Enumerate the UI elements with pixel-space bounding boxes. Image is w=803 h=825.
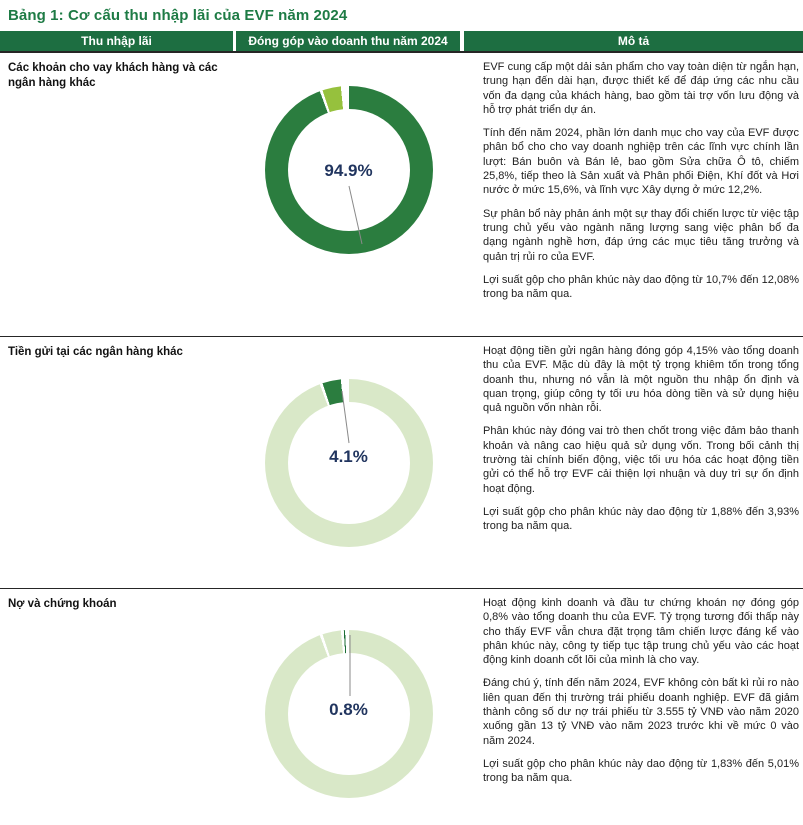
row-label-deposits: Tiền gửi tại các ngân hàng khác <box>8 346 183 358</box>
table-header-row <box>0 31 803 53</box>
table-row-securities <box>0 588 803 825</box>
chart-cell-securities <box>233 589 464 825</box>
donut-chart-deposits <box>265 379 433 547</box>
description-paragraph: Lợi suất gộp cho phân khúc này dao động từ 1,83% đến 5,01% trong ba năm qua. <box>483 757 799 785</box>
header-thu-nhap-lai: Thu nhập lãi <box>0 31 233 51</box>
table-row-loans <box>0 53 803 336</box>
description-paragraph: Lợi suất gộp cho phân khúc này dao động từ 10,7% đến 12,08% trong ba năm qua. <box>483 273 799 301</box>
row-label-securities: Nợ và chứng khoán <box>8 598 117 610</box>
header-dong-gop: Đóng góp vào doanh thu năm 2024 <box>233 31 464 51</box>
table-row-deposits <box>0 336 803 588</box>
header-mo-ta: Mô tả <box>464 31 803 51</box>
chart-cell-deposits <box>233 337 464 588</box>
page-title: Bảng 1: Cơ cấu thu nhập lãi của EVF năm 2024 <box>8 7 348 24</box>
donut-chart-loans <box>265 86 433 254</box>
description-cell-loans <box>464 53 803 336</box>
description-paragraph: Đáng chú ý, tính đến năm 2024, EVF không còn bất kì rủi ro nào liên quan đến thị trường trái phiếu doanh nghiệp. EVF đã giảm thành công số dư nợ trái phiếu từ 3.555 tỷ VNĐ vào năm 2020 xuống gần 13 tỷ VNĐ vào năm 2023 trước khi về mức 0 vào năm 2024. <box>483 677 799 747</box>
description-paragraph: Tính đến năm 2024, phần lớn danh mục cho vay của EVF được phân bổ cho cho vay doanh nghiệp trên các lĩnh vực chính lần lượt: Bán buôn và Bán lẻ, bao gồm Sửa chữa Ô tô, chiếm 25,8%, tiếp theo là Sản xuất và Phân phối Điện, Khí đốt và Hơi nước ở mức 15,6%, và lĩnh vực Xây dựng ở mức 12,2%. <box>483 127 799 197</box>
donut-chart-securities <box>265 630 433 798</box>
chart-cell-loans <box>233 53 464 336</box>
description-paragraph: Hoạt động tiền gửi ngân hàng đóng góp 4,15% vào tổng doanh thu của EVF. Mặc dù đây là một tỷ trọng khiêm tốn trong tổng doanh thu, nhưng nó vẫn là một nguồn thu nhập ổn định và quan trọng, giúp công ty tối ưu hóa dòng tiền và sử dụng hiệu quả nguồn vốn nhàn rỗi. <box>483 345 799 415</box>
description-paragraph: Hoạt động kinh doanh và đầu tư chứng khoán nợ đóng góp 0,8% vào tổng doanh thu của EVF. Tỷ trọng tương đối thấp này cho thấy EVF vẫn chưa đặt trọng tâm chiến lược đáng kể vào phân khúc này, công ty tiếp tục tập trung chủ yếu vào các hoạt động kinh doanh cốt lõi của mình là cho vay. <box>483 597 799 667</box>
description-paragraph: Sự phân bổ này phản ánh một sự thay đổi chiến lược từ việc tập trung chủ yếu vào ngành năng lượng sang việc phân bổ đa dạng ngành nghề hơn, đáp ứng các mục tiêu tăng trưởng và quản trị rủi ro của EVF. <box>483 207 799 263</box>
percent-label: 94.9% <box>324 161 373 180</box>
percent-label: 0.8% <box>329 700 368 719</box>
description-paragraph: Lợi suất gộp cho phân khúc này dao động từ 1,88% đến 3,93% trong ba năm qua. <box>483 505 799 533</box>
description-paragraph: Phân khúc này đóng vai trò then chốt trong việc đảm bảo thanh khoản và nâng cao hiệu quả sử dụng vốn. Trong bối cảnh thị trường tài chính biến động, việc tối ưu hóa các hoạt động tiền gửi có thể hỗ trợ EVF cải thiện lợi nhuận và duy trì sự ổn định hoạt động. <box>483 425 799 495</box>
percent-label: 4.1% <box>329 447 368 466</box>
description-paragraph: EVF cung cấp một dải sản phẩm cho vay toàn diện từ ngắn hạn, trung hạn đến dài hạn, được thiết kế để đáp ứng các nhu cầu vốn đa dạng của khách hàng, bao gồm tài trợ vốn lưu động và hỗ trợ phát triển dự án. <box>483 61 799 116</box>
description-cell-securities <box>464 589 803 825</box>
row-label-loans: Các khoản cho vay khách hàng và các ngân hàng khác <box>8 62 218 89</box>
description-cell-deposits <box>464 337 803 588</box>
